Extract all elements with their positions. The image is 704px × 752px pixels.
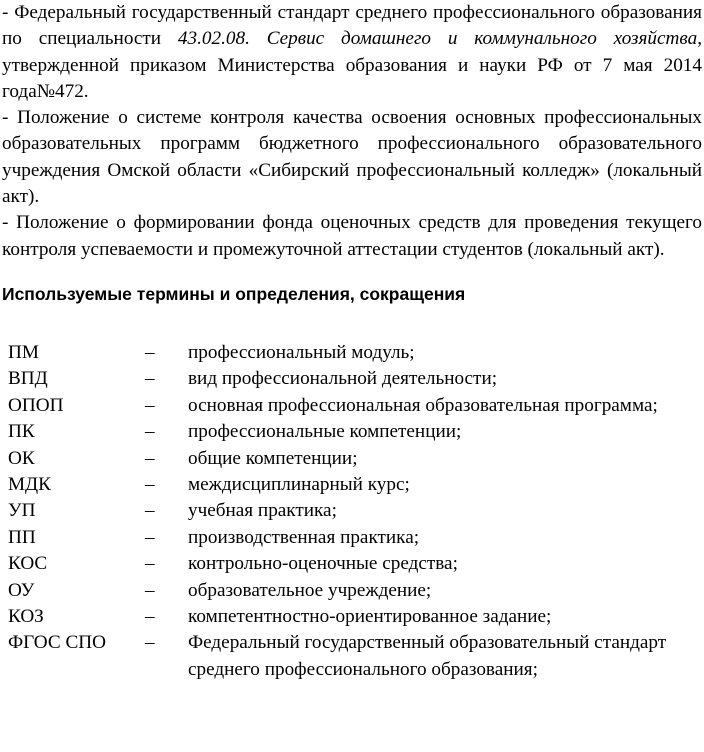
- term-abbreviation: КОС: [8, 553, 48, 575]
- term-row: [8, 446, 702, 472]
- term-definition: междисциплинарный курс;: [188, 474, 410, 496]
- term-dash: –: [145, 394, 155, 416]
- term-row: [8, 604, 702, 630]
- term-abbreviation: УП: [8, 500, 36, 522]
- document-body: [2, 0, 702, 305]
- term-abbreviation: КОЗ: [8, 606, 44, 628]
- term-dash: –: [145, 526, 155, 548]
- term-dash: –: [145, 500, 155, 522]
- term-definition: общие компетенции;: [188, 447, 358, 469]
- term-definition: Федеральный государственный образовательный стандарт среднего профессионального образования;: [188, 632, 667, 680]
- term-dash: –: [145, 421, 155, 443]
- term-row: [8, 419, 702, 445]
- term-abbreviation: ОПОП: [8, 394, 64, 416]
- term-dash: –: [145, 447, 155, 469]
- term-definition: профессиональный модуль;: [188, 342, 415, 363]
- term-definition: вид профессиональной деятельности;: [188, 368, 498, 390]
- paragraph-fgos-text: - Федеральный государственный стандарт среднего профессионального образования по специальности: [2, 2, 702, 50]
- term-row: [8, 551, 702, 577]
- term-dash: –: [145, 342, 155, 363]
- term-definition: основная профессиональная образовательная программа;: [188, 394, 658, 416]
- term-dash: –: [145, 606, 155, 628]
- term-dash: –: [145, 368, 155, 390]
- term-definition: образовательное учреждение;: [188, 579, 432, 601]
- term-row: [8, 366, 702, 392]
- paragraph-fgos-order: , утвержденной приказом Министерства образования и науки РФ от 7 мая 2014 года№472.: [2, 28, 702, 102]
- term-abbreviation: ПП: [8, 526, 36, 548]
- term-row: [8, 472, 702, 498]
- terms-list: [8, 340, 702, 683]
- specialty-name: 43.02.08. Сервис домашнего и коммунального хозяйства: [177, 28, 698, 50]
- paragraph-assessment-fund: - Положение о формировании фонда оценочных средств для проведения текущего контроля успеваемости и промежуточной аттестации студентов (локальный акт).: [2, 212, 702, 260]
- section-heading: Используемые термины и определения, сокращения: [2, 283, 466, 304]
- term-abbreviation: ОК: [8, 447, 35, 469]
- term-abbreviation: МДК: [8, 474, 51, 496]
- term-dash: –: [145, 474, 155, 496]
- paragraph-fgos: [2, 0, 702, 105]
- term-definition: производственная практика;: [188, 526, 420, 548]
- term-definition: профессиональные компетенции;: [188, 421, 462, 443]
- term-abbreviation: ОУ: [8, 579, 35, 601]
- term-definition: контрольно-оценочные средства;: [188, 553, 458, 575]
- term-dash: –: [145, 579, 155, 601]
- term-definition: компетентностно-ориентированное задание;: [188, 606, 552, 628]
- term-dash: –: [145, 553, 155, 575]
- term-row: [8, 498, 702, 524]
- paragraph-quality-control: - Положение о системе контроля качества освоения основных профессиональных образовательных программ бюджетного профессионального образовательного учреждения Омской области «Сибирский профессиональный колледж» (локальный акт).: [2, 107, 702, 208]
- term-definition: учебная практика;: [188, 500, 337, 522]
- term-row: [8, 340, 702, 366]
- term-abbreviation: ПК: [8, 421, 35, 443]
- term-row: [8, 578, 702, 604]
- term-abbreviation: ПМ: [8, 342, 39, 363]
- term-dash: –: [145, 632, 155, 654]
- term-abbreviation: ВПД: [8, 368, 48, 390]
- term-row: [8, 393, 702, 419]
- term-row: [8, 525, 702, 551]
- term-row: [8, 630, 702, 683]
- term-abbreviation: ФГОС СПО: [8, 632, 106, 654]
